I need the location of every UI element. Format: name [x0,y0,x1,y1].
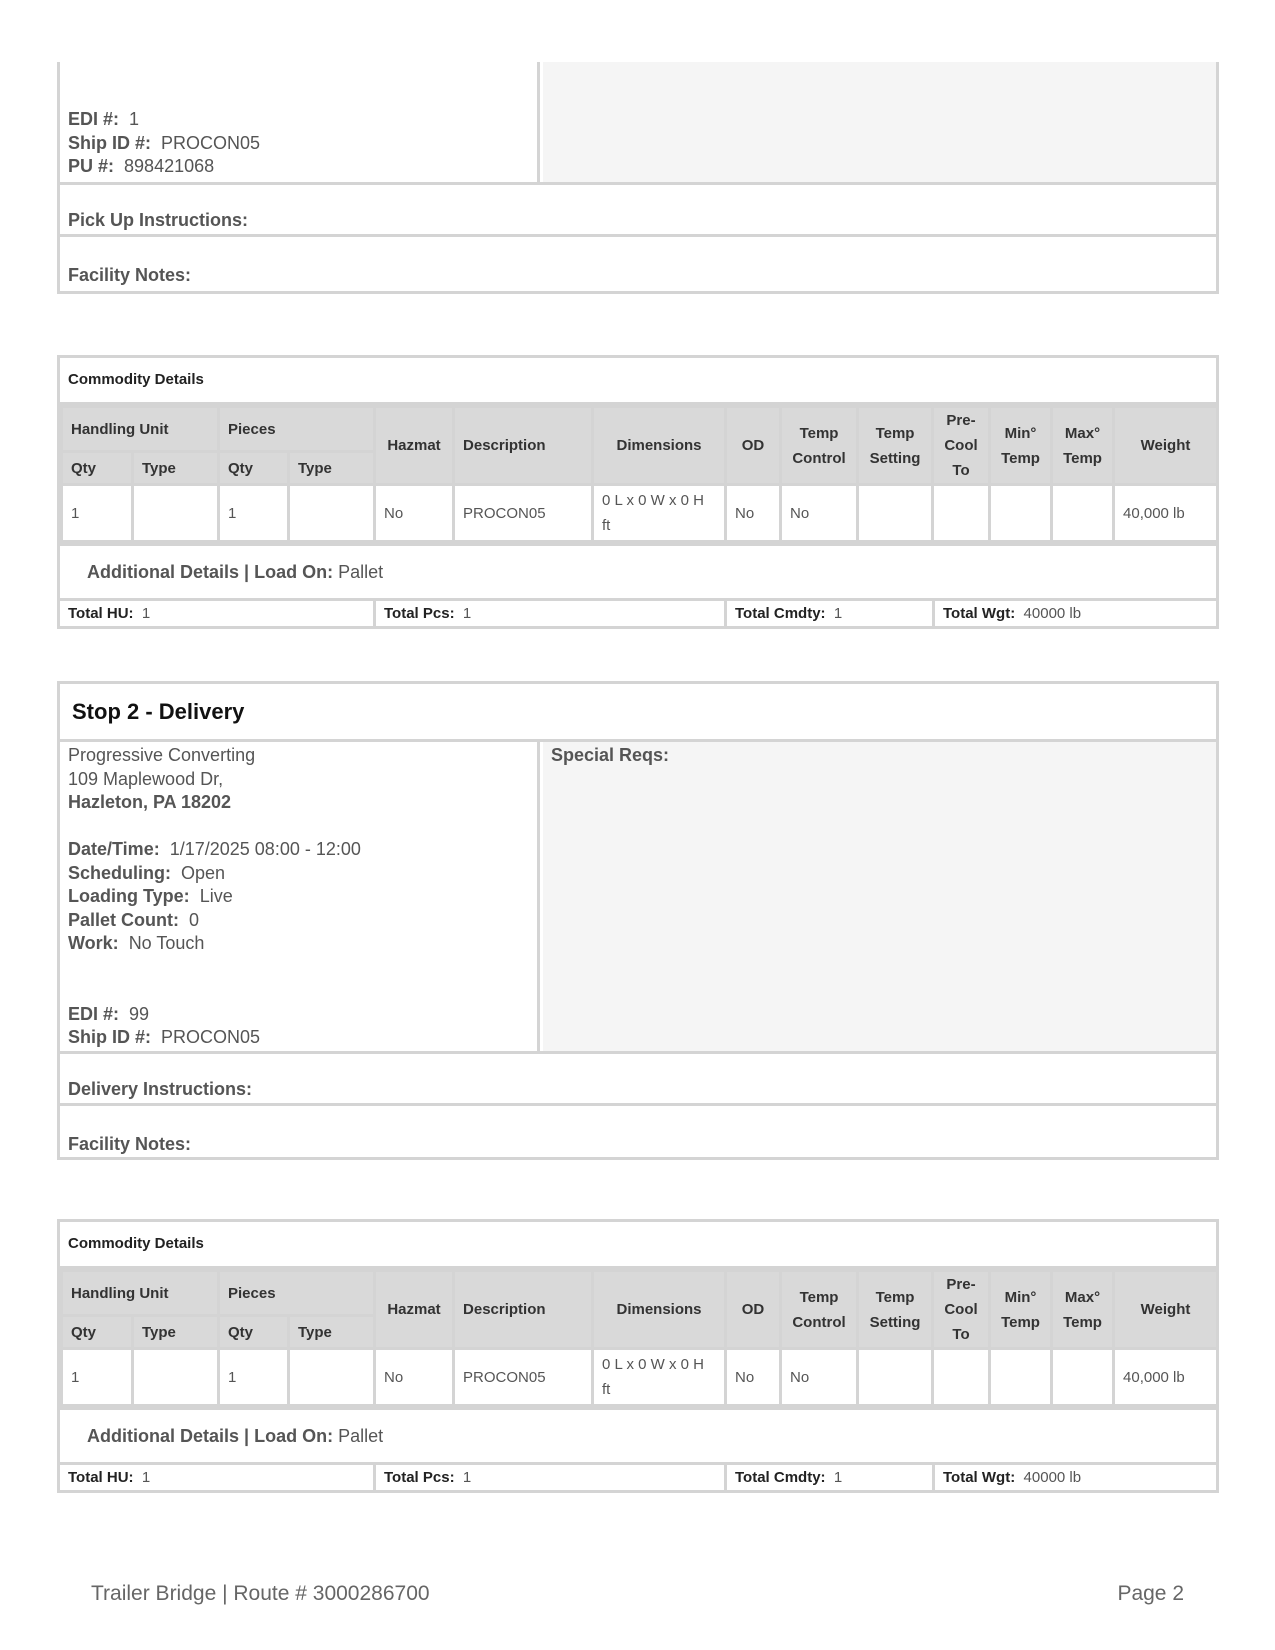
totals-row [60,598,1216,626]
description-cell: PROCON05 [454,485,593,542]
commodity-table [60,405,1219,543]
stop-1-info-row [60,62,1216,185]
max-temp-header: Max° Temp [1052,407,1114,485]
pickup-instructions: Pick Up Instructions: [60,185,1216,237]
hu-type-cell [133,1349,219,1406]
hazmat-cell: No [375,1349,454,1406]
temp-control-cell: No [781,1349,858,1406]
scheduling: Scheduling: Open [68,862,226,883]
special-reqs-label: Special Reqs: [551,745,670,765]
weight-cell: 40,000 lb [1114,1349,1218,1406]
stop-1-details [60,62,540,182]
hazmat-header: Hazmat [375,407,454,485]
total-hu: Total HU: 1 [68,605,151,622]
pcs-qty-cell: 1 [219,485,289,542]
facility-notes: Facility Notes: [68,265,192,285]
hu-qty-cell: 1 [62,1349,133,1406]
temp-setting-cell [858,1349,933,1406]
total-cmdty: Total Cmdty: 1 [724,1465,932,1490]
hazmat-cell: No [375,485,454,542]
commodity-details-1 [57,355,1219,629]
total-wgt: Total Wgt: 40000 lb [932,601,1216,626]
pcs-type-cell [289,1349,375,1406]
stop-2-details [60,742,540,1051]
pu-number: PU #: 898421068 [68,156,215,176]
pre-cool-cell [933,1349,990,1406]
edi-number: EDI #: 1 [68,109,140,129]
pcs-type-header: Type [289,452,375,485]
temp-control-cell: No [781,485,858,542]
city-state-zip: Hazleton, PA 18202 [68,792,232,812]
special-reqs-panel [543,62,1216,182]
pieces-header: Pieces [219,407,375,452]
delivery-instructions: Delivery Instructions: [60,1054,1216,1106]
dimensions-header: Dimensions [593,1271,726,1349]
od-cell: No [726,1349,781,1406]
dimensions-cell: 0 L x 0 W x 0 H ft [593,1349,726,1406]
commodity-table [60,1269,1219,1407]
pallet-count: Pallet Count: 0 [68,909,200,930]
stop-2-section [57,681,1219,1160]
company-name: Progressive Converting [68,745,256,765]
stop-1-section [57,62,1219,294]
hu-qty-cell: 1 [62,485,133,542]
special-reqs-panel [543,742,1216,1051]
ship-id: Ship ID #: PROCON05 [68,1027,261,1047]
temp-setting-header: Temp Setting [858,1271,933,1349]
pieces-header: Pieces [219,1271,375,1316]
table-row [62,485,1218,542]
weight-cell: 40,000 lb [1114,485,1218,542]
description-header: Description [454,1271,593,1349]
hu-type-header: Type [133,1316,219,1349]
hu-type-cell [133,485,219,542]
edi-number: EDI #: 99 [68,1003,150,1024]
handling-unit-header: Handling Unit [62,1271,219,1316]
pre-cool-header: Pre-Cool To [933,1271,990,1349]
max-temp-header: Max° Temp [1052,1271,1114,1349]
hu-type-header: Type [133,452,219,485]
pcs-qty-cell: 1 [219,1349,289,1406]
hu-qty-header: Qty [62,452,133,485]
additional-details: Additional Details | Load On: Pallet [60,1407,1216,1462]
ship-id: Ship ID #: PROCON05 [68,132,261,153]
additional-details: Additional Details | Load On: Pallet [60,543,1216,598]
table-row [62,1349,1218,1406]
pre-cool-cell [933,485,990,542]
temp-control-header: Temp Control [781,407,858,485]
total-hu: Total HU: 1 [68,1469,151,1486]
temp-setting-header: Temp Setting [858,407,933,485]
dimensions-header: Dimensions [593,407,726,485]
stop-2-title: Stop 2 - Delivery [60,684,1216,742]
page-number: Page 2 [1117,1582,1184,1605]
min-temp-header: Min° Temp [990,1271,1052,1349]
pre-cool-header: Pre-Cool To [933,407,990,485]
work: Work: No Touch [68,933,205,953]
temp-setting-cell [858,485,933,542]
commodity-title: Commodity Details [60,358,1216,405]
weight-header: Weight [1114,1271,1218,1349]
handling-unit-header: Handling Unit [62,407,219,452]
temp-control-header: Temp Control [781,1271,858,1349]
total-wgt: Total Wgt: 40000 lb [932,1465,1216,1490]
hazmat-header: Hazmat [375,1271,454,1349]
weight-header: Weight [1114,407,1218,485]
min-temp-cell [990,485,1052,542]
od-header: OD [726,1271,781,1349]
pcs-qty-header: Qty [219,1316,289,1349]
commodity-details-2 [57,1219,1219,1493]
max-temp-cell [1052,485,1114,542]
description-header: Description [454,407,593,485]
total-pcs: Total Pcs: 1 [373,1465,724,1490]
stop-2-info-row [60,742,1216,1054]
commodity-title: Commodity Details [60,1222,1216,1269]
od-cell: No [726,485,781,542]
facility-notes: Facility Notes: [68,1134,192,1154]
loading-type: Loading Type: Live [68,886,233,906]
od-header: OD [726,407,781,485]
dimensions-cell: 0 L x 0 W x 0 H ft [593,485,726,542]
footer-route: Trailer Bridge | Route # 3000286700 [91,1582,430,1605]
max-temp-cell [1052,1349,1114,1406]
total-pcs: Total Pcs: 1 [373,601,724,626]
hu-qty-header: Qty [62,1316,133,1349]
min-temp-cell [990,1349,1052,1406]
pcs-qty-header: Qty [219,452,289,485]
pcs-type-cell [289,485,375,542]
pcs-type-header: Type [289,1316,375,1349]
datetime: Date/Time: 1/17/2025 08:00 - 12:00 [68,839,361,859]
totals-row [60,1462,1216,1490]
street-address: 109 Maplewood Dr, [68,768,224,789]
description-cell: PROCON05 [454,1349,593,1406]
total-cmdty: Total Cmdty: 1 [724,601,932,626]
min-temp-header: Min° Temp [990,407,1052,485]
